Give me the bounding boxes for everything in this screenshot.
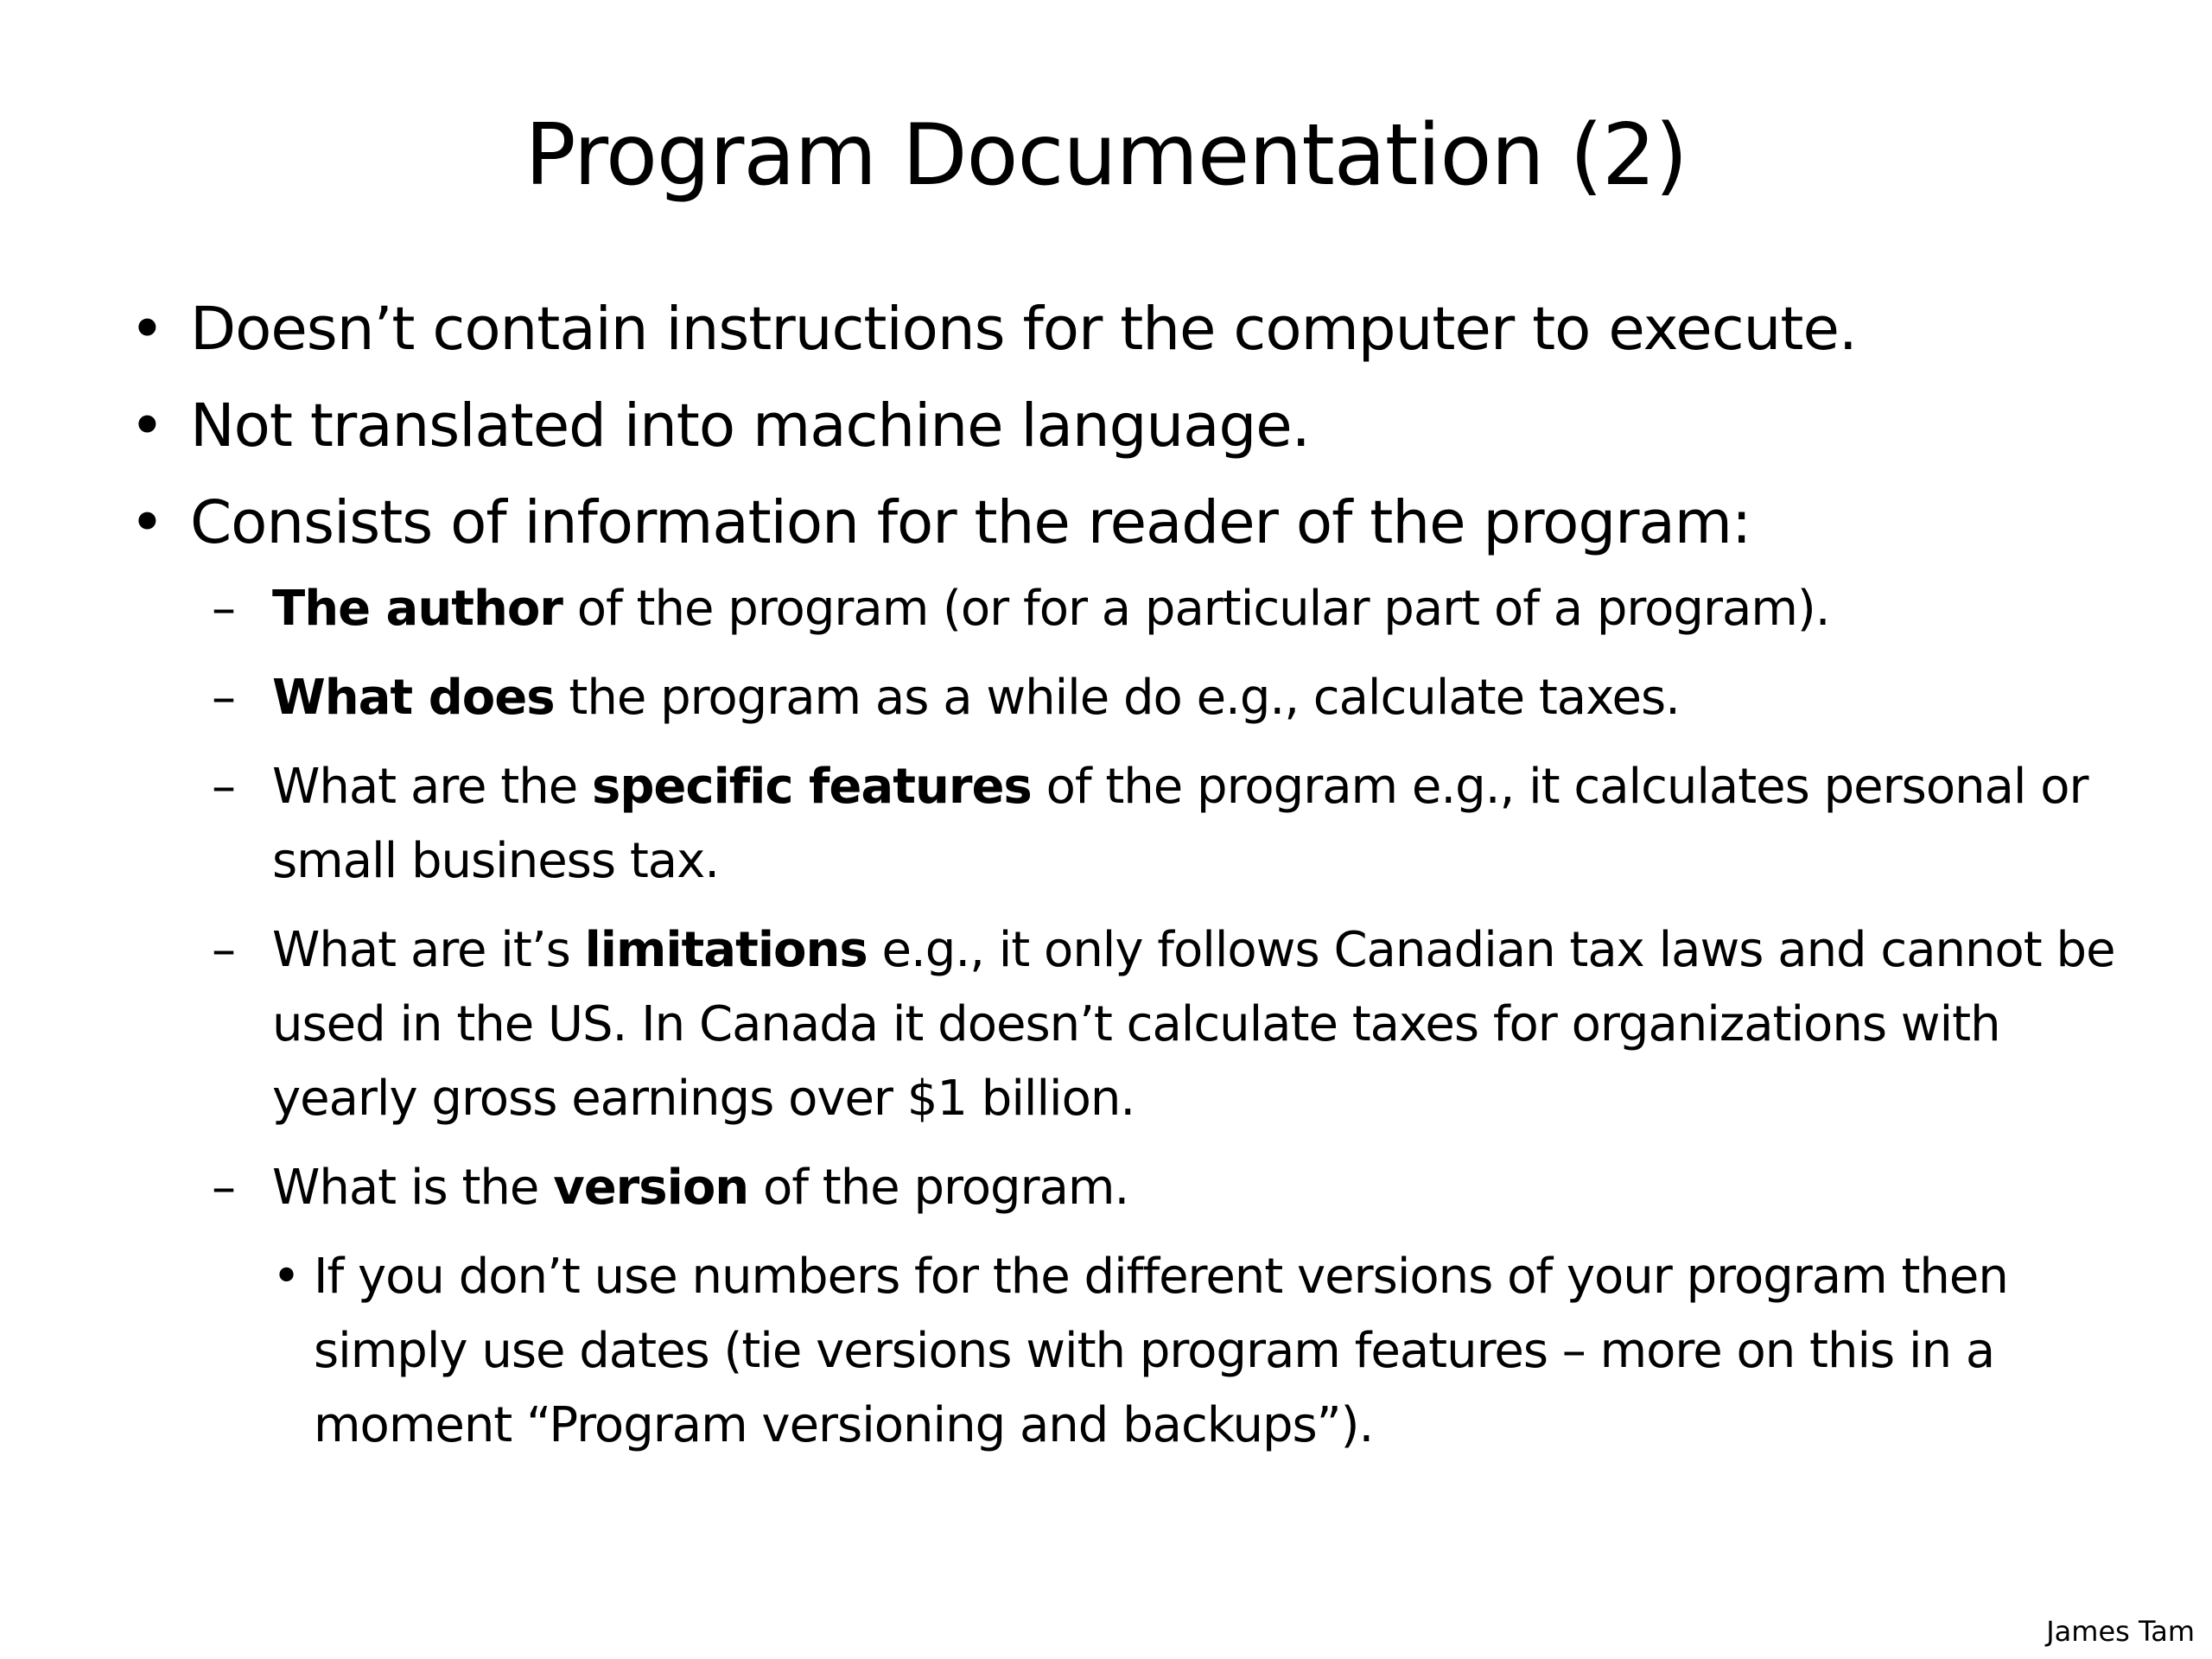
dash-marker: – bbox=[212, 759, 235, 815]
bold-term: specific features bbox=[592, 759, 1032, 815]
sub-bullet-text: of the program (or for a particular part of a program). bbox=[562, 581, 1830, 637]
bold-term: limitations bbox=[584, 922, 868, 978]
bold-term: The author bbox=[272, 581, 563, 637]
sub-bullet-prefix: What are the bbox=[272, 759, 593, 815]
sub-bullet-text: of the program e.g., it calculates personal or small business tax. bbox=[272, 759, 2088, 889]
bold-term: What does bbox=[272, 670, 555, 726]
sub-bullet-what-does bbox=[212, 661, 2117, 735]
dash-marker: – bbox=[212, 670, 235, 726]
dash-marker: – bbox=[212, 922, 235, 978]
dash-marker: – bbox=[212, 1160, 235, 1216]
sub-bullet-features bbox=[212, 750, 2117, 899]
sub-bullet-text: of the program. bbox=[748, 1160, 1129, 1216]
bullet-text: Doesn’t contain instructions for the computer to execute. bbox=[190, 295, 1857, 364]
bullet-marker: • bbox=[130, 488, 164, 557]
sub-sub-bullet-dates bbox=[272, 1240, 2117, 1463]
sub-bullet-prefix: What are it’s bbox=[272, 922, 585, 978]
bullet-text: Consists of information for the reader of the program: bbox=[190, 488, 1751, 557]
bullet-marker: • bbox=[130, 391, 164, 461]
bullet-marker: • bbox=[272, 1249, 301, 1305]
author-footer: James Tam bbox=[2046, 1615, 2195, 1648]
sub-bullet-version bbox=[212, 1151, 2117, 1225]
bullet-2 bbox=[130, 389, 2117, 463]
dash-marker: – bbox=[212, 581, 235, 637]
sub-bullet-limitations bbox=[212, 913, 2117, 1136]
bullet-1 bbox=[130, 292, 2117, 366]
slide-title: Program Documentation (2) bbox=[524, 106, 1688, 205]
sub-bullet-author bbox=[212, 572, 2117, 646]
bullet-marker: • bbox=[130, 295, 164, 364]
bullet-text: Not translated into machine language. bbox=[190, 391, 1310, 461]
sub-sub-bullet-text: If you don’t use numbers for the different versions of your program then simply use dates (tie versions with program features – more on this in a moment “Program versioning and backups”). bbox=[314, 1249, 2008, 1453]
sub-bullet-text: e.g., it only follows Canadian tax laws and cannot be used in the US. In Canada it doesn’t calculate taxes for organizations with yearly gross earnings over $1 billion. bbox=[272, 922, 2115, 1127]
bullet-3 bbox=[130, 486, 2117, 560]
bold-term: version bbox=[553, 1160, 749, 1216]
sub-bullet-text: the program as a while do e.g., calculate taxes. bbox=[554, 670, 1680, 726]
sub-bullet-prefix: What is the bbox=[272, 1160, 554, 1216]
slide-body bbox=[130, 292, 2117, 1463]
